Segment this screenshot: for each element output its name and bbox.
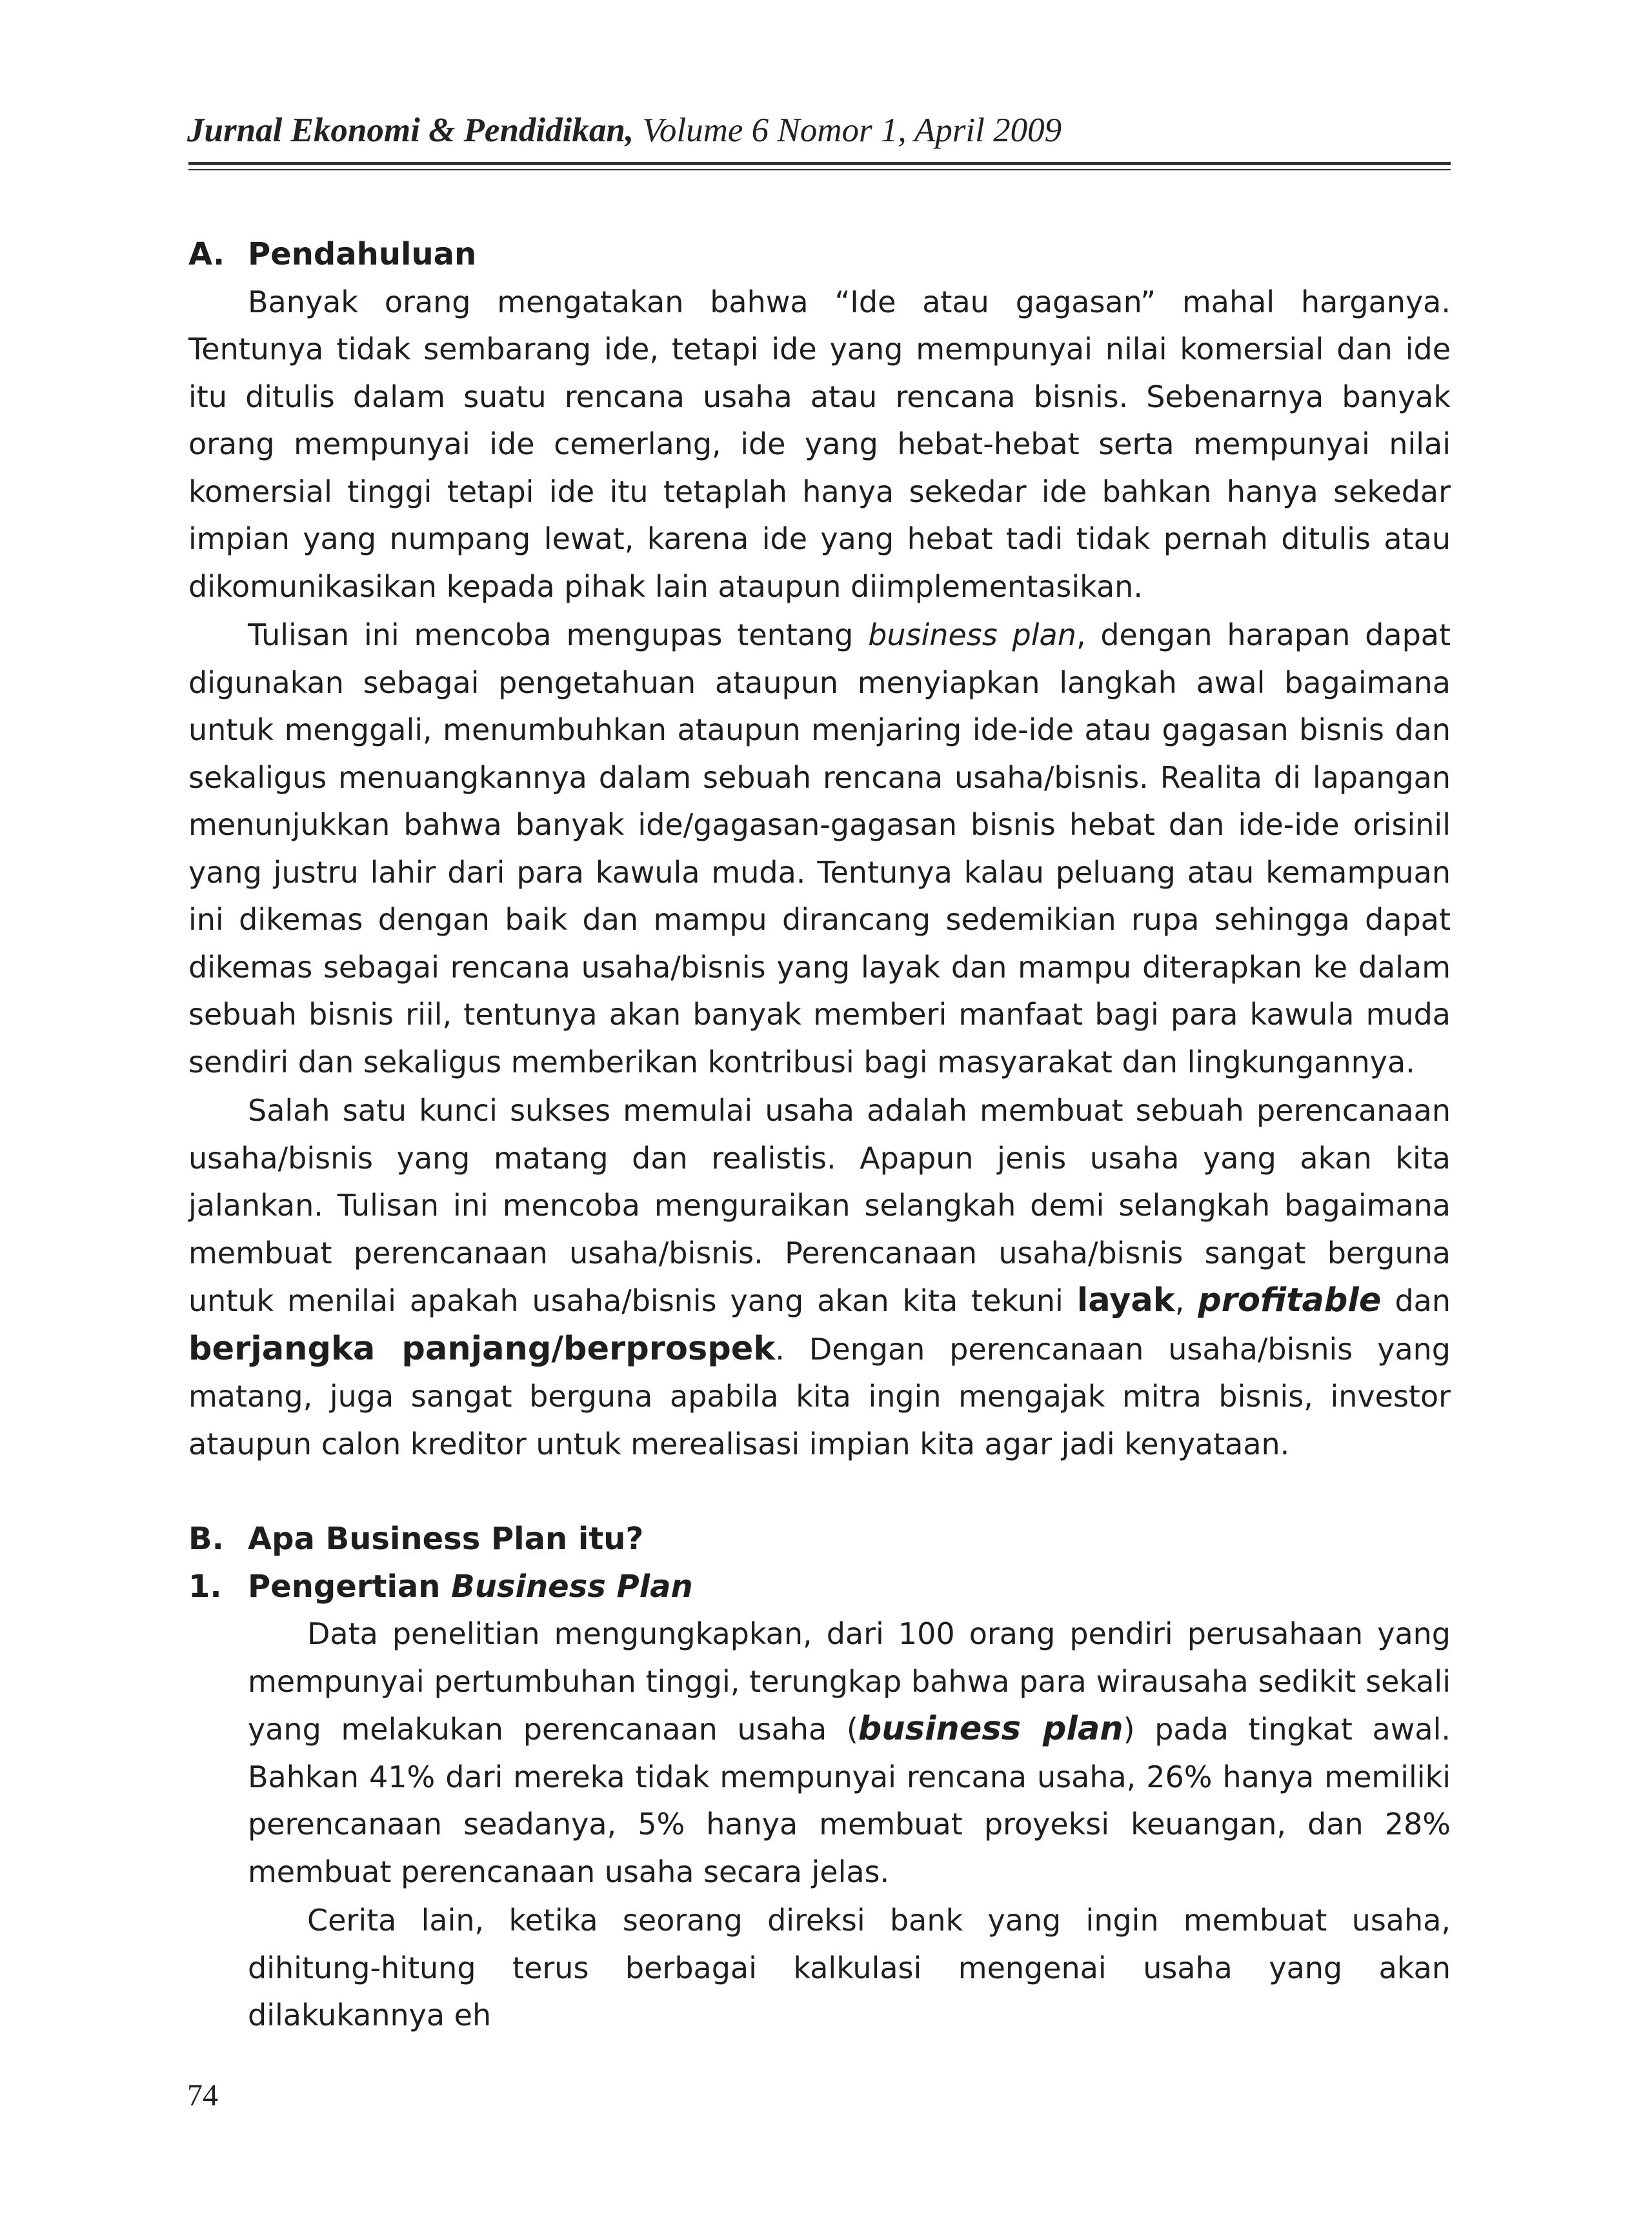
page-number: 74 (187, 2078, 218, 2113)
bold-text: berjangka panjang/berprospek (188, 1329, 776, 1368)
section-number: B. (188, 1521, 224, 1557)
emphasis-text: Business Plan (451, 1568, 693, 1605)
paragraph (248, 1611, 1451, 1896)
bold-text: layak (1076, 1281, 1175, 1320)
text-run: dan (1381, 1283, 1451, 1318)
text-run: Data penelitian mengungkapkan, dari 100 orang pendiri perusahaan yang mempunyai pertumbuhan tinggi, terungkap bahwa para wirausaha sedikit sekali yang melakukan perencanaan usaha ( (248, 1616, 1451, 1747)
text-run: ) pada tingkat awal. Bahkan 41% dari mereka tidak mempunyai rencana usaha, 26% hanya memiliki perencanaan seadanya, 5% hanya membuat proyeksi keuangan, dan 28% membuat perencanaan usaha secara jelas. (248, 1712, 1451, 1889)
section-heading-b (188, 1516, 1451, 1563)
text-run: , (1174, 1283, 1198, 1318)
paragraph: Banyak orang mengatakan bahwa “Ide atau gagasan” mahal harganya. Tentunya tidak sembarang ide, tetapi ide yang mempunyai nilai komersial dan ide itu ditulis dalam suatu rencana usaha atau rencana bisnis. Sebenarnya banyak orang mempunyai ide cemerlang, ide yang hebat-hebat serta mempunyai nilai komersial tinggi tetapi ide itu tetaplah hanya sekedar ide bahkan hanya sekedar impian yang numpang lewat, karena ide yang hebat tadi tidak pernah ditulis atau dikomunikasikan kepada pihak lain ataupun diimplementasikan. (188, 284, 1451, 604)
running-header (187, 114, 1452, 148)
text-run: , dengan harapan dapat digunakan sebagai pengetahuan ataupun menyiapkan langkah awal bagaimana untuk menggali, menumbuhkan ataupun menjaring ide-ide atau gagasan bisnis dan sekaligus menuangkannya dalam sebuah rencana usaha/bisnis. Realita di lapangan menunjukkan bahwa banyak ide/gagasan-gagasan bisnis hebat dan ide-ide orisinil yang justru lahir dari para kawula muda. Tentunya kalau peluang atau kemampuan ini dikemas dengan baik dan mampu dirancang sedemikian rupa sehingga dapat dikemas sebagai rencana usaha/bisnis yang layak dan mampu diterapkan ke dalam sebuah bisnis riil, tentunya akan banyak memberi manfaat bagi para kawula muda sendiri dan sekaligus memberikan kontribusi bagi masyarakat dan lingkungannya. (188, 617, 1451, 1079)
subsection-heading (188, 1563, 1451, 1611)
emphasis-text: business plan (868, 617, 1076, 652)
paragraph (188, 612, 1451, 1086)
journal-issue: Volume 6 Nomor 1, April 2009 (634, 112, 1062, 149)
section-title: Pendahuluan (248, 236, 477, 272)
bold-italic-text: profitable (1198, 1281, 1382, 1320)
text-run: Pengertian (248, 1568, 452, 1605)
subsection-body (188, 1611, 1451, 2040)
section-heading-a (188, 231, 1451, 279)
header-rule-thick (188, 162, 1451, 165)
text-run: . Dengan perencanaan usaha/bisnis yang matang, juga sangat berguna apabila kita ingin mengajak mitra bisnis, investor ataupun calon kreditor untuk merealisasi impian kita agar jadi kenyataan. (188, 1331, 1451, 1461)
text-run: Salah satu kunci sukses memulai usaha adalah membuat sebuah perencanaan usaha/bisnis yang matang dan realistis. Apapun jenis usaha yang akan kita jalankan. Tulisan ini mencoba menguraikan selangkah demi selangkah bagaimana membuat perencanaan usaha/bisnis. Perencanaan usaha/bisnis sangat berguna untuk menilai apakah usaha/bisnis yang akan kita tekuni (188, 1093, 1451, 1318)
text-run: Tulisan ini mencoba mengupas tentang (248, 617, 869, 652)
journal-name: Jurnal Ekonomi & Pendidikan, (187, 112, 634, 149)
bold-italic-text: business plan (858, 1710, 1123, 1748)
subsection-title (248, 1563, 693, 1611)
section-title: Apa Business Plan itu? (248, 1521, 644, 1557)
paragraph: Cerita lain, ketika seorang direksi bank yang ingin membuat usaha, dihitung-hitung terus berbagai kalkulasi mengenai usaha yang akan dilakukannya eh (248, 1903, 1451, 2032)
article-body (188, 231, 1451, 2040)
paragraph (188, 1087, 1451, 1468)
section-number: A. (188, 236, 225, 272)
header-rule-thin (188, 169, 1451, 170)
subsection-number: 1. (188, 1568, 222, 1605)
